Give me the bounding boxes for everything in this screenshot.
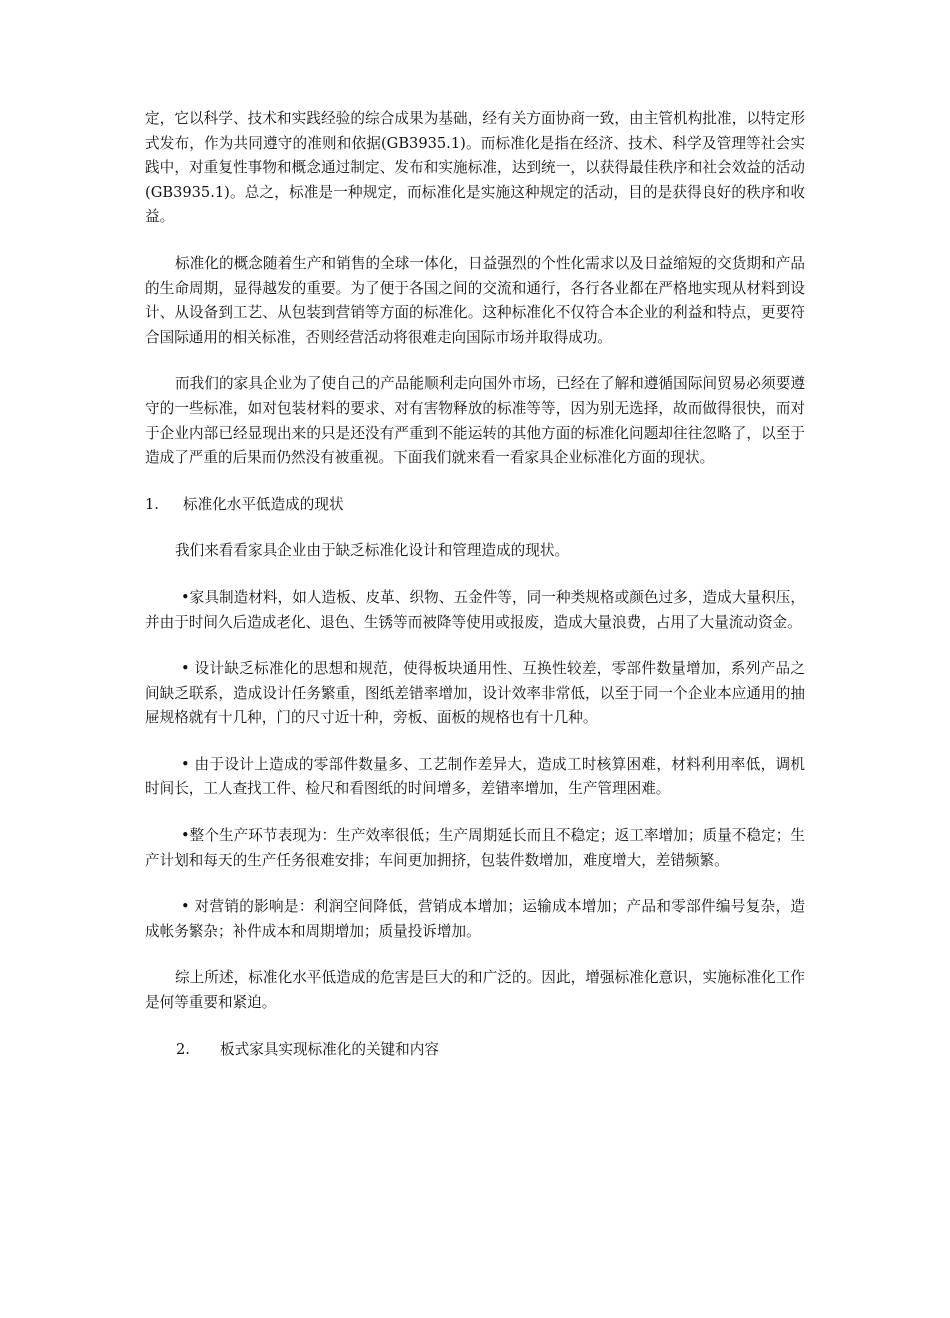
section-heading-1 [145,493,805,518]
paragraph-standard-definition: 定，它以科学、技术和实践经验的综合成果为基础，经有关方面协商一致，由主管机构批准，以特定形式发布，作为共同遵守的准则和依据(GB3935.1)。而标准化是指在经济、技术、科学及管理等社会实践中，对重复性事物和概念通过制定、发布和实施标准，达到统一，以获得最佳秩序和社会效益的活动(GB3935.1)。总之，标准是一种规定，而标准化是实施这种规定的活动，目的是获得良好的秩序和收益。 [145,110,805,226]
paragraph-globalization: 标准化的概念随着生产和销售的全球一体化，日益强烈的个性化需求以及日益缩短的交货期和产品的生命周期，显得越发的重要。为了便于各国之间的交流和通行，各行各业都在严格地实现从材料到设计、从设备到工艺、从包装到营销等方面的标准化。这种标准化不仅符合本企业的利益和特点，更要符合国际通用的相关标准，否则经营活动将很难走向国际市场并取得成功。 [145,254,805,346]
paragraph-furniture-enterprise: 而我们的家具企业为了使自己的产品能顺利走向国外市场，已经在了解和遵循国际间贸易必须要遵守的一些标准，如对包装材料的要求、对有害物释放的标准等等，因为别无选择，故而做得很快，而对于企业内部已经显现出来的只是还没有严重到不能运转的其他方面的标准化问题却往往忽略了，以至于造成了严重的后果而仍然没有被重视。下面我们就来看一看家具企业标准化方面的现状。 [145,375,805,467]
paragraph-status-intro: 我们来看看家具企业由于缺乏标准化设计和管理造成的现状。 [175,542,570,560]
bullet-process: • 由于设计上造成的零部件数量多、工艺制作差异大，造成工时核算困难，材料利用率低，调机时间长，工人查找工件、检尺和看图纸的时间增多，差错率增加，生产管理困难。 [145,755,805,798]
section-number: 1. [145,495,159,513]
section-heading-2 [145,1038,805,1063]
section-title: 板式家具实现标准化的关键和内容 [220,1040,439,1058]
bullet-materials: •家具制造材料，如人造板、皮革、织物、五金件等，同一种类规格或颜色过多，造成大量积压，并由于时间久后造成老化、退色、生锈等而被降等使用或报废，造成大量浪费，占用了大量流动资金。 [145,588,805,631]
bullet-marketing: • 对营销的影响是：利润空间降低，营销成本增加；运输成本增加；产品和零部件编号复杂，造成帐务繁杂；补件成本和周期增加；质量投诉增加。 [145,898,805,940]
section-title: 标准化水平低造成的现状 [183,495,344,513]
paragraph-conclusion: 综上所述，标准化水平低造成的危害是巨大的和广泛的。因此，增强标准化意识，实施标准化工作是何等重要和紧迫。 [145,969,805,1012]
document-body [145,107,805,1084]
bullet-design: • 设计缺乏标准化的思想和规范，使得板块通用性、互换性较差，零部件数量增加，系列产品之间缺乏联系，造成设计任务繁重，图纸差错率增加，设计效率非常低，以至于同一个企业本应通用的抽屉规格就有十几种，门的尺寸近十种，旁板、面板的规格也有十几种。 [145,660,805,727]
bullet-production: •整个生产环节表现为：生产效率很低；生产周期延长而且不稳定；返工率增加；质量不稳定；生产计划和每天的生产任务很难安排；车间更加拥挤，包装件数增加，难度增大，差错频繁。 [145,827,805,869]
section-number: 2. [176,1040,190,1058]
